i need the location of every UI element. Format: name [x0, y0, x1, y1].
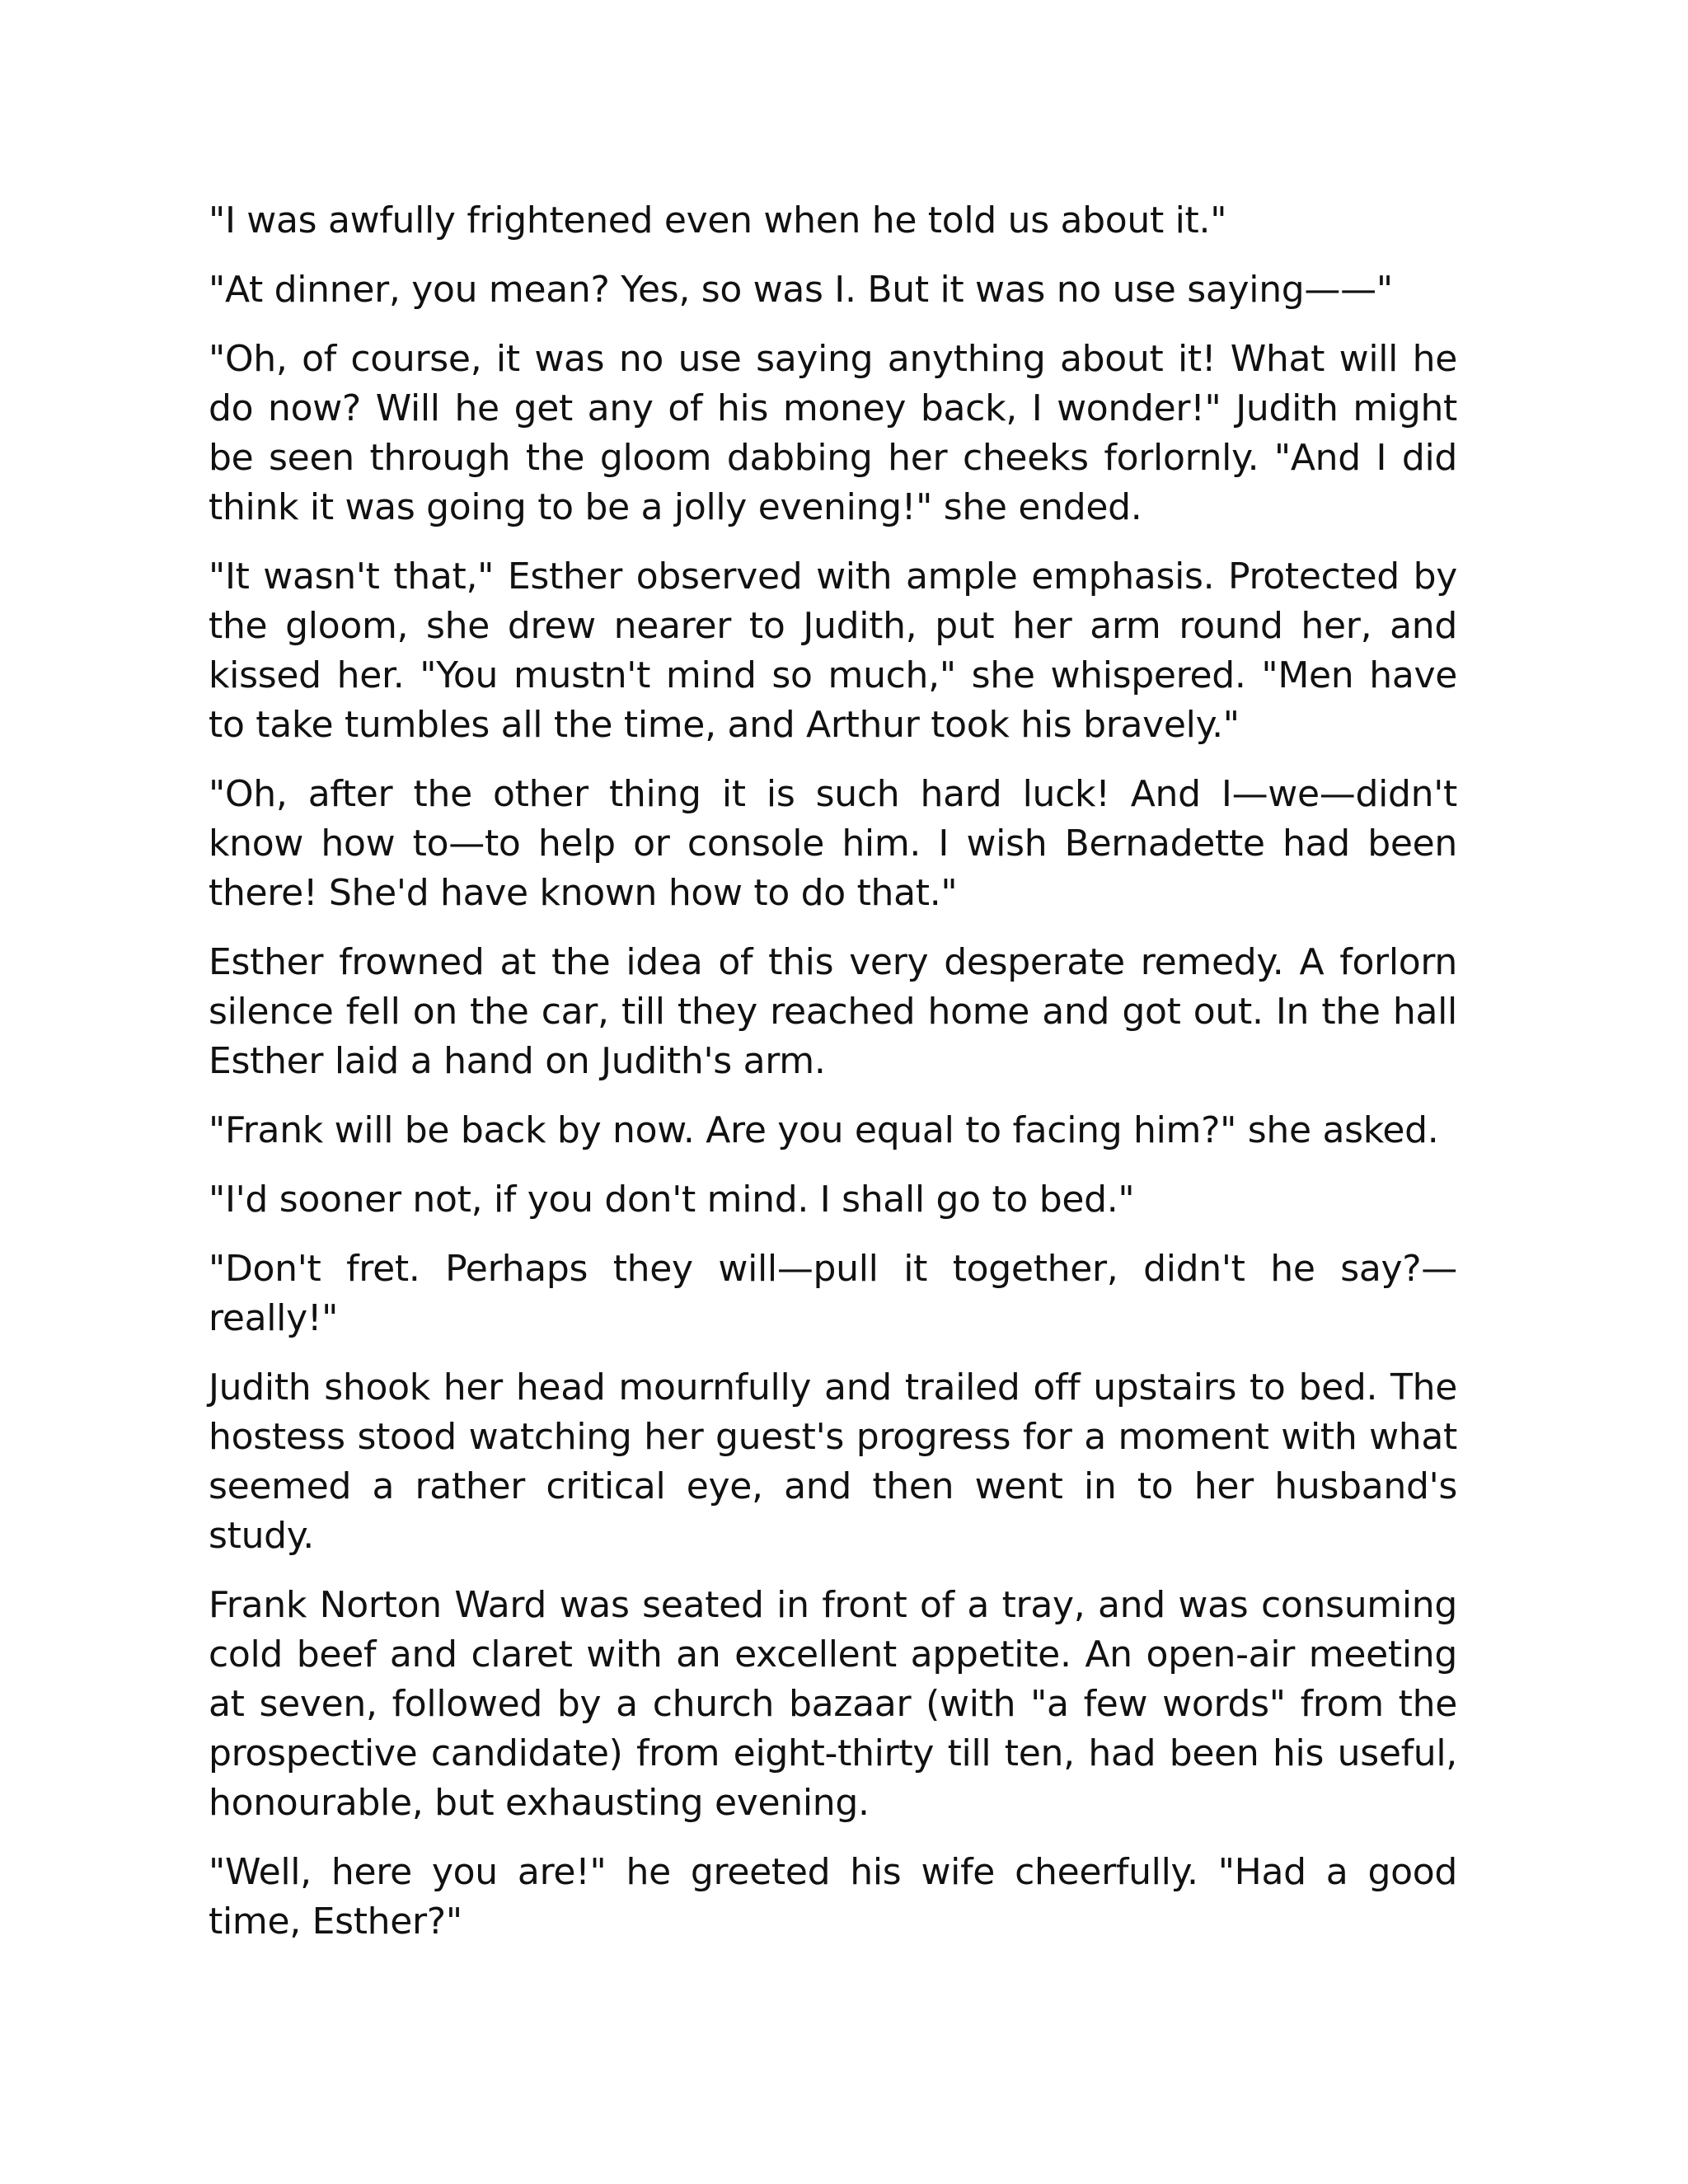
- paragraph: "Oh, after the other thing it is such hard luck! And I—we—didn't know how to—to help or console him. I wish Bernadette had been there! She'd have known how to do that.": [209, 773, 1457, 914]
- document-page: [209, 196, 1457, 1966]
- paragraph: "I was awfully frightened even when he told us about it.": [209, 199, 1227, 241]
- paragraph: "It wasn't that," Esther observed with ample emphasis. Protected by the gloom, she drew nearer to Judith, put her arm round her, and kissed her. "You mustn't mind so much," she whispered. "Men have to take tumbles all the time, and Arthur took his bravely.": [209, 555, 1457, 746]
- paragraph: Judith shook her head mournfully and trailed off upstairs to bed. The hostess stood watching her guest's progress for a moment with what seemed a rather critical eye, and then went in to her husband's study.: [209, 1366, 1457, 1557]
- paragraph: "Well, here you are!" he greeted his wife cheerfully. "Had a good time, Esther?": [209, 1851, 1457, 1943]
- paragraph: Esther frowned at the idea of this very desperate remedy. A forlorn silence fell on the car, till they reached home and got out. In the hall Esther laid a hand on Judith's arm.: [209, 941, 1457, 1082]
- paragraph: "Frank will be back by now. Are you equal to facing him?" she asked.: [209, 1109, 1439, 1151]
- paragraph: "I'd sooner not, if you don't mind. I shall go to bed.": [209, 1179, 1135, 1221]
- paragraph: "Oh, of course, it was no use saying anything about it! What will he do now? Will he get any of his money back, I wonder!" Judith might be seen through the gloom dabbing her cheeks forlornly. "And I did think it was going to be a jolly evening!" she ended.: [209, 338, 1457, 528]
- paragraph: "At dinner, you mean? Yes, so was I. But it was no use saying——": [209, 269, 1393, 311]
- paragraph: Frank Norton Ward was seated in front of a tray, and was consuming cold beef and claret with an excellent appetite. An open-air meeting at seven, followed by a church bazaar (with "a few words" from the prospective candidate) from eight-thirty till ten, had been his useful, honourable, but exhausting evening.: [209, 1584, 1457, 1824]
- paragraph: "Don't fret. Perhaps they will—pull it together, didn't he say?—really!": [209, 1248, 1457, 1339]
